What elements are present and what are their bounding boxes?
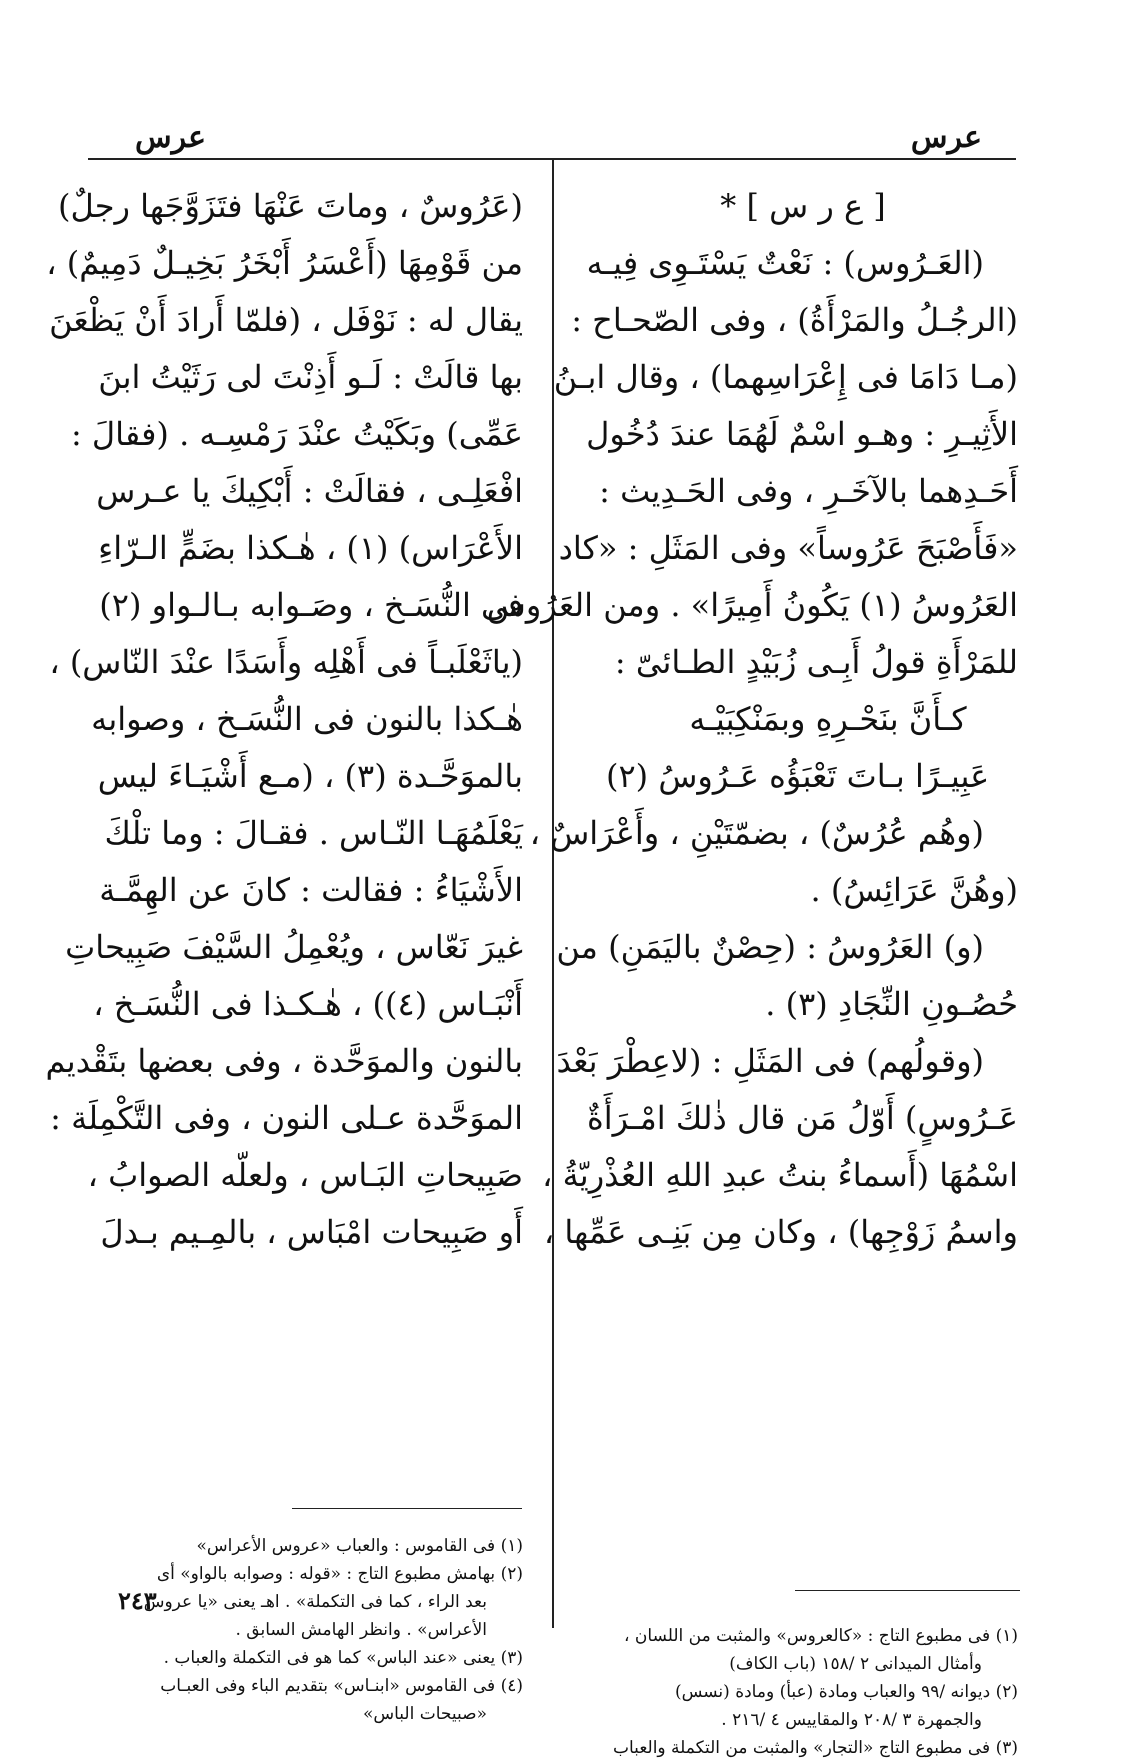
text-line: (وقولُهم) فى المَثَلِ : (لاعِطْرَ بَعْدَ [556,1042,984,1080]
text-line: يقال له : نَوْفَل ، (فلمّا أَرادَ أَنْ يَظْعَنَ [49,301,523,339]
text-line: أَحَـدِهما بالآخَـرِ ، وفى الحَـدِيث : [599,472,1018,510]
footnote-text: فى مطبوع التاج «التجار» والمثبت من التكملة والعباب [613,1738,991,1758]
footnote [588,1678,1018,1706]
text-line: صَبِيحاتِ البَـاس ، ولعلّه الصوابُ ، [87,1156,523,1194]
text-line: «فَأَصْبَحَ عَرُوساً» وفى المَثَلِ : «كاد [558,529,1018,567]
text-line: الموَحَّدة عـلى النون ، وفى التَّكْمِلَة : [50,1099,523,1137]
footnote-text: فى القاموس : والعباب «عروس الأعراس» [196,1536,496,1556]
footnotes-right [588,1622,1018,1762]
footnote-text: ديوانه /٩٩ والعباب ومادة (عبأ) ومادة (نسس) [674,1682,991,1702]
text-line: (مـا دَامَا فى إِعْرَاسِهما) ، وقال ابـنُ [553,358,1018,396]
text-line: (الرجُـلُ والمَرْأَةُ) ، وفى الصّحـاح : [571,301,1018,339]
text-line: الأَثِيـرِ : وهـو اسْمٌ لَهُمَا عندَ دُخُول [586,415,1018,453]
right-column [486,178,1018,1261]
footnote [588,1734,1018,1762]
running-header-left: عرس [135,120,207,155]
text-line: بالموَحَّـدة (٣) ، (مـع أَشْيَـاءَ ليس [97,757,523,795]
footnote-number: (١) [995,1626,1018,1646]
footnote-continuation: بعد الراء ، كما فى التكملة» . اهـ يعنى «يا عروس [143,1592,487,1612]
text-line: بالنون والموَحَّدة ، وفى بعضها بتَقْديم [45,1042,523,1080]
footnote [588,1622,1018,1650]
footnote-continuation: وأمثال الميدانى ٢ /١٥٨ (باب الكاف) [729,1654,982,1674]
text-line: من قَوْمِهَا (أَعْسَرُ أَبْخَرُ بَخِيـلٌ دَمِيمٌ) ، [46,244,523,282]
verse-line: عَبِيـرًا بـاتَ تَعْبَؤُه عَـرُوسُ (٢) [606,757,990,795]
text-line: (ياثَعْلَبـاً فى أَهْلِه وأَسَدًا عنْدَ النّاس) ، [49,643,523,681]
footnote-number: (٣) [995,1738,1018,1758]
footnote-rule-left [292,1508,522,1509]
verse-line: كـأَنَّ بنَحْـرِهِ وبمَنْكِبَيْـه [689,700,967,738]
text-line: (عَرُوسٌ ، وماتَ عَنْهَا فتَزَوَّجَها رجلٌ) [58,187,523,225]
text-line: (وهُم عُرُسٌ) ، بضمّتَيْنِ ، وأَعْرَاسٌ ، [529,814,984,852]
page-number: ٢٤٣ [118,1586,157,1615]
text-line: عَمِّى) وبَكَيْتُ عنْدَ رَمْسِـه . (فقالَ : [70,415,523,453]
text-line: (العَـرُوس) : نَعْتٌ يَسْتَـوِى فِيـه [586,244,984,282]
footnote-text: بهامش مطبوع التاج : «قوله : وصوابه بالواو» أى [156,1564,496,1584]
text-line: حُصُـونِ النِّجَادِ (٣) . [765,985,1018,1023]
running-header-right: عرس [910,120,982,155]
text-line: العَرُوسُ (١) يَكُونُ أَمِيرًا» . ومن العَرُوس [486,586,1018,624]
footnote-continuation: الأعراس» . وانظر الهامش السابق . [235,1620,487,1640]
footnote-number: (١) [500,1536,523,1556]
footnote [83,1560,523,1588]
text-line: الأَشْيَاءُ : فقالت : كانَ عن الهِمَّـة [99,871,523,909]
text-line: فى النُّسَـخ ، وصَـوابه بـالـواو (٢) [99,586,523,624]
footnote-number: (٣) [500,1648,523,1668]
footnote-text: فى القاموس «ابنـاس» بتقديم الباء وفى العبـاب [160,1676,496,1696]
footnote [83,1532,523,1560]
footnote-number: (٤) [500,1676,523,1696]
footnote-number: (٢) [500,1564,523,1584]
text-line: الأَعْرَاس) (١) ، هٰـكذا بضَمٍّ الـرّاءِ [98,529,523,567]
footnote-text: يعنى «عند الباس» كما هو فى التكملة والعباب . [163,1648,496,1668]
left-column [45,178,523,1261]
footnotes-left [83,1532,523,1728]
text-line: أَنْبَـاس (٤)) ، هٰـكـذا فى النُّسَـخ ، [93,985,523,1023]
footnote-text: فى مطبوع التاج : «كالعروس» والمثبت من اللسان ، [624,1626,991,1646]
text-line: افْعَلِـى ، فقالَتْ : أَبْكِيكَ يا عـرس [96,472,523,510]
footnote-number: (٢) [995,1682,1018,1702]
footnote [83,1672,523,1700]
footnote-continuation: والجمهرة ٣ /٢٠٨ والمقاييس ٤ /٢١٦ . [721,1710,982,1730]
text-line: واسمُ زَوْجِها) ، وكان مِن بَنِـى عَمِّها ، [543,1213,1018,1251]
footnote [83,1644,523,1672]
text-line: بها قالَتْ : لَـو أَذِنْتَ لى رَثَيْتُ ابنَ [98,358,523,396]
text-line: أَو صَبِيحات امْبَاس ، بالمِـيم بـدلَ [100,1213,523,1251]
text-line: للمَرْأَةِ قولُ أَبِـى زُبَيْدٍ الطـائىّ : [614,643,1018,681]
text-line: هٰـكذا بالنون فى النُّسَـخ ، وصوابه [91,700,523,738]
footnote-rule-right [795,1590,1020,1591]
text-line: غيرَ نَعّاس ، ويُعْمِلُ السَّيْفَ صَبِيحاتِ [65,928,523,966]
text-line: (وهُنَّ عَرَائِسُ) . [810,871,1018,909]
text-line: (و) العَرُوسُ : (حِصْنٌ باليَمَنِ) من [556,928,984,966]
footnote-continuation: «صبيحات الباس» [362,1704,487,1724]
text-line: يَعْلَمُهَـا النّـاس . فقـالَ : وما تلْكَ [104,814,523,852]
text-line: عَـرُوسٍ) أَوّلُ مَن قال ذٰلكَ امْـرَأَةٌ [586,1099,1018,1137]
text-line: اسْمُهَا (أَسماءُ بنتُ عبدِ اللهِ العُذْرِيّةُ ، [542,1156,1018,1194]
entry-heading: [ ع ر س ] * [720,187,886,225]
